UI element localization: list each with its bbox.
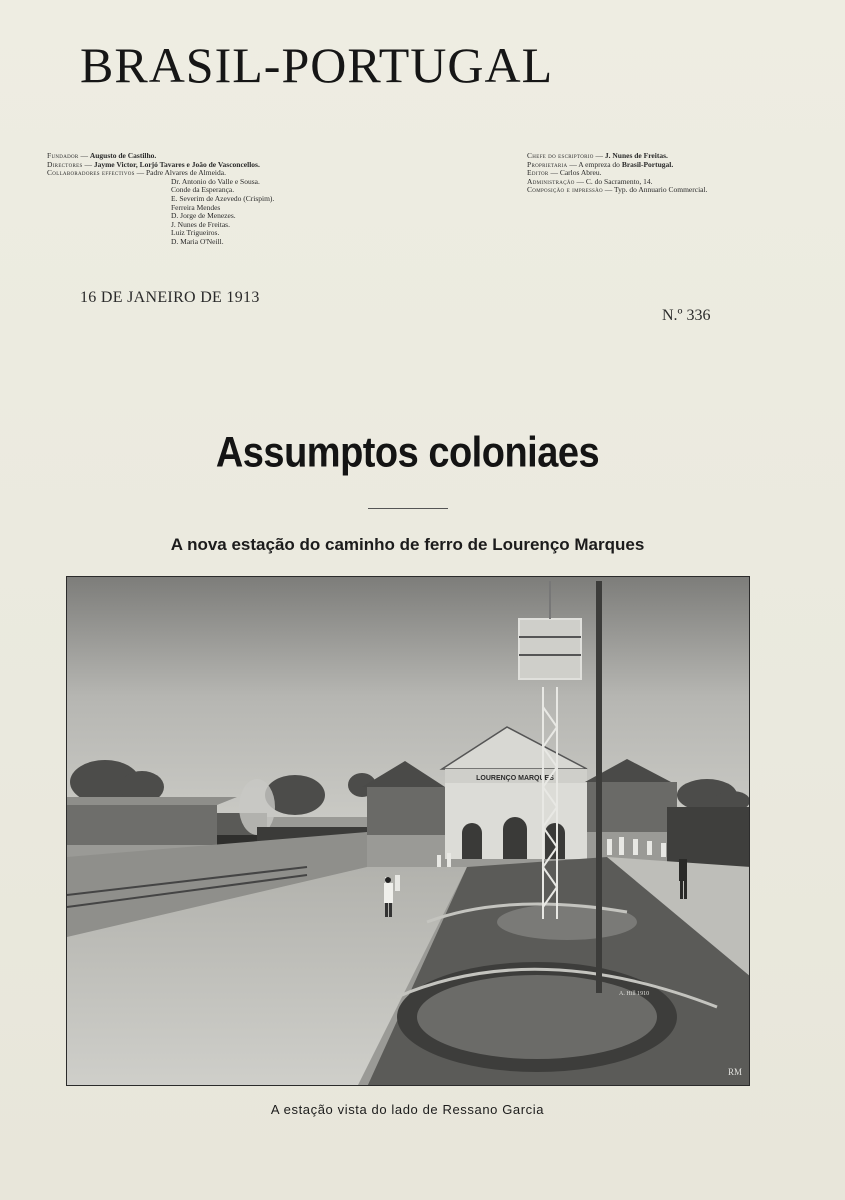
directores-names: Jayme Victor, Lorjó Tavares e João de Vasconcellos. bbox=[93, 159, 260, 169]
section-title: Assumptos coloniaes bbox=[215, 429, 600, 477]
collaborador: E. Severim de Azevedo (Crispim). bbox=[171, 193, 275, 203]
station-sign: LOURENÇO MARQUES bbox=[476, 775, 554, 782]
photographer-monogram: RM bbox=[727, 1067, 743, 1077]
masthead-text: BRASIL-PORTUGAL bbox=[80, 37, 554, 93]
collaborador: J. Nunes de Freitas. bbox=[171, 219, 230, 229]
station-photograph bbox=[66, 576, 750, 1086]
collaborador: Luiz Trigueiros. bbox=[171, 228, 220, 238]
editor-name: Carlos Abreu. bbox=[559, 168, 602, 178]
collaborador: D. Maria O'Neill. bbox=[171, 236, 224, 246]
issue-date: 16 DE JANEIRO DE 1913 bbox=[80, 289, 260, 306]
collaborador: Conde da Esperança. bbox=[171, 185, 235, 195]
composicao-label: Composição e impressão bbox=[527, 185, 603, 195]
photo-caption: A estação vista do lado de Ressano Garcia bbox=[270, 1102, 545, 1117]
chefe-name: J. Nunes de Freitas. bbox=[604, 151, 668, 160]
editor-label: Editor bbox=[527, 168, 549, 178]
photo-marking: A. Hill 1910 bbox=[619, 991, 650, 997]
collaborador: D. Jorge de Menezes. bbox=[171, 211, 236, 221]
steam-cloud bbox=[239, 779, 275, 835]
credits-right-block: Chefe do escriptorio — J. Nunes de Freitas. Proprietaria — A empreza do Brasil-Portugal. Editor — Carlos Abreu. Administração — C. do Sacramento, 14. Composição e impressão — Typ. do Annuario Commercial. bbox=[527, 151, 708, 195]
administracao-label: Administração bbox=[527, 176, 575, 186]
collaborador: Padre Alvares de Almeida. bbox=[145, 168, 226, 178]
collaborador: Ferreira Mendes bbox=[171, 202, 221, 212]
standing-figure bbox=[679, 859, 687, 899]
chefe-label: Chefe do escriptorio bbox=[527, 151, 594, 160]
station-photo-illustration bbox=[67, 577, 750, 1086]
proprietaria-name: Brasil-Portugal. bbox=[621, 159, 674, 169]
masthead-title bbox=[80, 36, 740, 94]
lamp-pole bbox=[596, 581, 602, 993]
title-divider bbox=[368, 508, 448, 509]
fundador-label: Fundador bbox=[47, 151, 79, 160]
proprietaria-text: A empreza do bbox=[578, 159, 620, 169]
administracao-address: C. do Sacramento, 14. bbox=[585, 176, 653, 186]
composicao-printer: Typ. do Annuario Commercial. bbox=[614, 185, 708, 195]
proprietaria-label: Proprietaria bbox=[527, 159, 568, 169]
fundador-name: Augusto de Castilho. bbox=[89, 151, 157, 160]
directores-label: Directores bbox=[47, 159, 83, 169]
article-subtitle: A nova estação do caminho de ferro de Lourenço Marques bbox=[170, 535, 645, 554]
credits-left-block: Fundador — Augusto de Castilho. Directores — Jayme Victor, Lorjó Tavares e João de Vasconcellos. Collaboradores effectivos — Padre Alvares de Almeida. Dr. Antonio do Valle e Sousa. Conde da Esperança. E. Severim de Azevedo (Crispim). Ferreira Mendes D. Jorge de Menezes. J. Nunes de Freitas. Luiz Trigueiros. D. Maria O'Neill. bbox=[47, 152, 427, 247]
collaborador: Dr. Antonio do Valle e Sousa. bbox=[171, 176, 260, 186]
issue-number: N.º 336 bbox=[662, 307, 711, 324]
collaboradores-label: Collaboradores effectivos bbox=[47, 168, 135, 178]
